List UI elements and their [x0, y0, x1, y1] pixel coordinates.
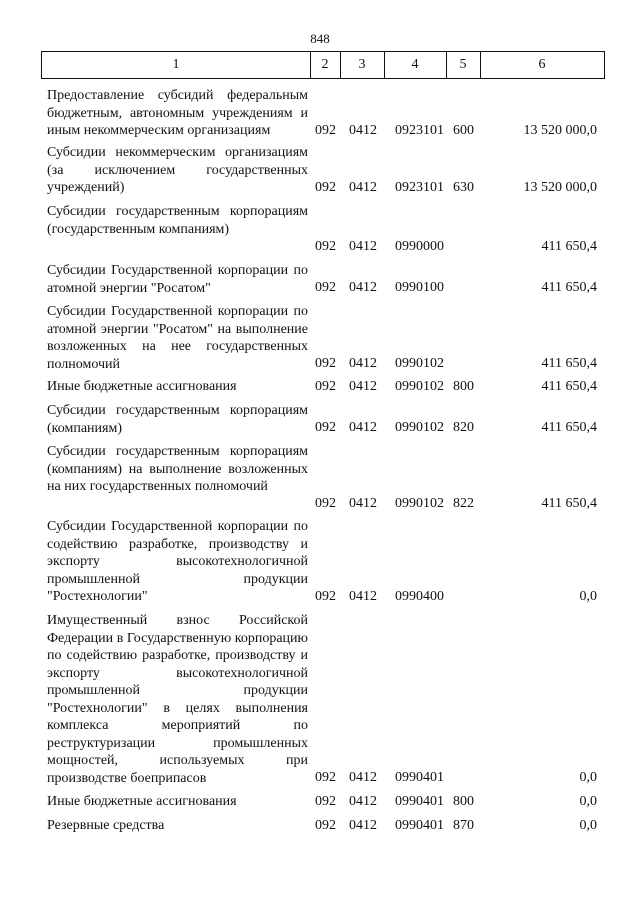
row-code-target: 0923101 [395, 180, 444, 195]
row-description: Субсидии государственным корпорациям (компаниям) на выполнение возложенных на них государственных полномочий [47, 444, 308, 494]
row-code-ministry: 092 [315, 770, 336, 785]
row-description: Субсидии государственным корпорациям (компаниям) [47, 403, 308, 436]
row-amount: 411 650,4 [541, 496, 597, 511]
row-amount: 13 520 000,0 [523, 123, 597, 138]
row-amount: 411 650,4 [541, 356, 597, 371]
row-code-ministry: 092 [315, 356, 336, 371]
row-code-section: 0412 [349, 180, 377, 195]
row-amount: 411 650,4 [541, 280, 597, 295]
table-row [0, 518, 640, 606]
row-code-target: 0990100 [395, 280, 444, 295]
row-description: Предоставление субсидий федеральным бюджетным, автономным учреждениям и иным некоммерческим организациям [47, 88, 308, 138]
row-description: Субсидии государственным корпорациям (государственным компаниям) [47, 204, 308, 237]
row-amount: 411 650,4 [541, 239, 597, 254]
row-code-ministry: 092 [315, 420, 336, 435]
row-code-target: 0990401 [395, 770, 444, 785]
row-code-expense: 820 [453, 420, 474, 435]
row-code-target: 0990000 [395, 239, 444, 254]
header-col-3: 3 [358, 57, 366, 72]
row-description: Субсидии Государственной корпорации по атомной энергии "Росатом" на выполнение возложенных на нее государственных полномочий [47, 304, 308, 372]
table-row [0, 793, 640, 811]
header-col-5: 5 [459, 57, 467, 72]
row-code-section: 0412 [349, 794, 377, 809]
table-row [0, 817, 640, 835]
table-row [0, 378, 640, 396]
row-code-expense: 822 [453, 496, 474, 511]
page-number: 848 [310, 31, 330, 46]
row-code-target: 0990102 [395, 379, 444, 394]
row-code-target: 0990102 [395, 356, 444, 371]
row-code-expense: 800 [453, 379, 474, 394]
row-code-ministry: 092 [315, 239, 336, 254]
row-code-target: 0990401 [395, 818, 444, 833]
row-code-section: 0412 [349, 420, 377, 435]
header-col-2: 2 [321, 57, 329, 72]
row-code-ministry: 092 [315, 280, 336, 295]
row-code-target: 0990401 [395, 794, 444, 809]
row-code-ministry: 092 [315, 123, 336, 138]
row-code-ministry: 092 [315, 794, 336, 809]
row-code-section: 0412 [349, 356, 377, 371]
row-code-expense: 870 [453, 818, 474, 833]
row-code-target: 0990102 [395, 496, 444, 511]
table-row [0, 262, 640, 297]
row-code-section: 0412 [349, 818, 377, 833]
row-code-target: 0990400 [395, 589, 444, 604]
header-col-6: 6 [538, 57, 546, 72]
row-amount: 411 650,4 [541, 379, 597, 394]
table-row [0, 87, 640, 140]
table-header [41, 51, 605, 79]
table-row [0, 612, 640, 787]
table-row [0, 443, 640, 513]
table-row [0, 303, 640, 373]
row-description: Резервные средства [47, 818, 165, 833]
row-description: Иные бюджетные ассигнования [47, 794, 237, 809]
row-code-target: 0990102 [395, 420, 444, 435]
row-amount: 411 650,4 [541, 420, 597, 435]
row-amount: 0,0 [579, 818, 597, 833]
row-description: Субсидии некоммерческим организациям (за исключением государственных учреждений) [47, 145, 308, 195]
row-code-ministry: 092 [315, 818, 336, 833]
row-description: Субсидии Государственной корпорации по атомной энергии "Росатом" [47, 263, 308, 296]
row-code-section: 0412 [349, 280, 377, 295]
row-code-expense: 800 [453, 794, 474, 809]
row-code-ministry: 092 [315, 180, 336, 195]
row-amount: 13 520 000,0 [523, 180, 597, 195]
row-amount: 0,0 [579, 770, 597, 785]
row-description: Имущественный взнос Российской Федерации в Государственную корпорацию по содействию разработке, производству и экспорту высокотехнологичной промышленной продукции "Ростехнологии" в целях выполнения комплекса мероприятий по реструктуризации промышленных мощностей, используемых при производстве боеприпасов [47, 613, 308, 786]
row-code-section: 0412 [349, 770, 377, 785]
row-code-section: 0412 [349, 496, 377, 511]
table-row [0, 203, 640, 256]
row-code-section: 0412 [349, 379, 377, 394]
table-row [0, 144, 640, 197]
row-amount: 0,0 [579, 589, 597, 604]
row-code-section: 0412 [349, 239, 377, 254]
row-description: Иные бюджетные ассигнования [47, 379, 237, 394]
row-description: Субсидии Государственной корпорации по содействию разработке, производству и экспорту высокотехнологичной промышленной продукции "Ростехнологии" [47, 519, 308, 604]
row-code-ministry: 092 [315, 589, 336, 604]
row-code-expense: 630 [453, 180, 474, 195]
row-code-expense: 600 [453, 123, 474, 138]
row-code-ministry: 092 [315, 379, 336, 394]
row-code-section: 0412 [349, 123, 377, 138]
row-code-section: 0412 [349, 589, 377, 604]
row-code-ministry: 092 [315, 496, 336, 511]
header-col-1: 1 [172, 57, 180, 72]
header-col-4: 4 [411, 57, 419, 72]
row-code-target: 0923101 [395, 123, 444, 138]
row-amount: 0,0 [579, 794, 597, 809]
table-row [0, 402, 640, 437]
